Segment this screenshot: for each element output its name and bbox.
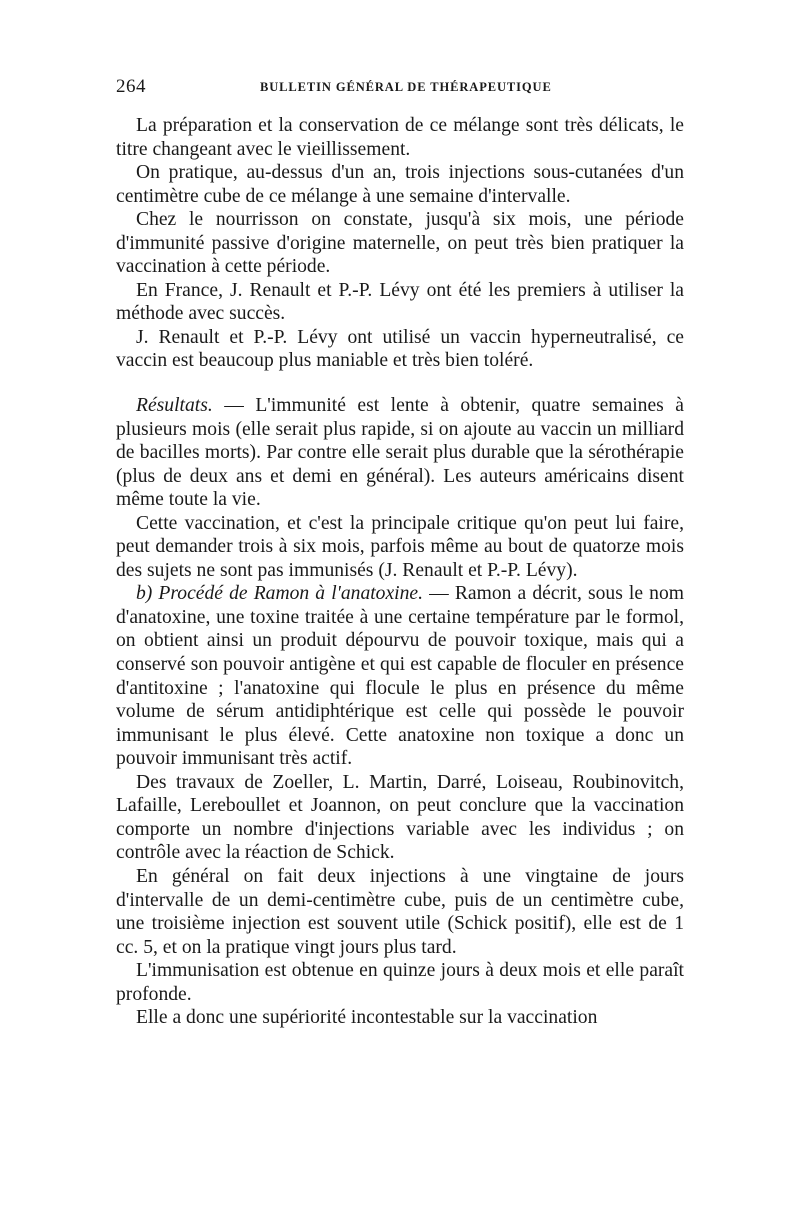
paragraph: Elle a donc une supériorité incontestable sur la vaccination <box>136 1007 598 1029</box>
paragraph: En France, J. Renault et P.-P. Lévy ont été les premiers à utiliser la méthode avec succès. <box>116 279 684 325</box>
paragraph: J. Renault et P.-P. Lévy ont utilisé un vaccin hyperneutralisé, ce vaccin est beaucoup plus maniable et très bien toléré. <box>116 326 684 372</box>
paragraph: L'immunisation est obtenue en quinze jours à deux mois et elle paraît profonde. <box>116 960 684 1005</box>
paragraph: En général on fait deux injections à une vingtaine de jours d'intervalle de un demi-centimètre cube, puis de un centimètre cube, une troisième injection est souvent utile (Schick positif), elle est de 1 cc. 5, et on la pratique vingt jours plus tard. <box>116 865 684 958</box>
section-heading-results: Résultats. <box>136 395 213 417</box>
paragraph: Chez le nourrisson on constate, jusqu'à six mois, une période d'immunité passive d'origine maternelle, on peut très bien pratiquer la vaccination à cette période. <box>116 209 684 278</box>
paragraph-ramon: b) Procédé de Ramon à l'anatoxine. — Ramon a décrit, sous le nom d'anatoxine, une toxine traitée à une certaine température par le formol, on obtient ainsi un produit dépourvu de pouvoir toxique, mais qui a conservé son pouvoir antigène et qui est capable de floculer en présence d'antitoxine ; l'anatoxine qui flocule le plus en présence du même volume de sérum antidiphtérique est celle qui possède le pouvoir immunisant le plus élevé. Cette anatoxine non toxique a donc un pouvoir immunisant très actif. <box>116 583 685 770</box>
journal-title: BULLETIN GÉNÉRAL DE THÉRAPEUTIQUE <box>260 80 552 94</box>
body-text <box>116 114 684 1030</box>
book-page <box>116 72 684 1030</box>
running-head <box>116 72 684 102</box>
paragraph: Des travaux de Zoeller, L. Martin, Darré, Loiseau, Roubinovitch, Lafaille, Lereboullet et Joannon, on peut conclure que la vaccination comporte un nombre d'injections variable avec les individus ; on contrôle avec la réaction de Schick. <box>116 771 684 864</box>
paragraph: On pratique, au-dessus d'un an, trois injections sous-cutanées d'un centimètre cube de ce mélange à une semaine d'intervalle. <box>116 162 684 207</box>
page-number: 264 <box>116 76 146 97</box>
section-heading-ramon: b) Procédé de Ramon à l'anatoxine. <box>136 583 424 605</box>
paragraph: La préparation et la conservation de ce mélange sont très délicats, le titre changeant avec le vieillissement. <box>116 115 684 160</box>
paragraph: Cette vaccination, et c'est la principale critique qu'on peut lui faire, peut demander trois à six mois, parfois même au bout de quatorze mois des sujets ne sont pas immunisés (J. Renault et P.-P. Lévy). <box>116 512 684 581</box>
paragraph-results: Résultats. — L'immunité est lente à obtenir, quatre semaines à plusieurs mois (elle serait plus rapide, si on ajoute au vaccin un milliard de bacilles morts). Par contre elle serait plus durable que la sérothérapie (plus de deux ans et demi en général). Les auteurs américains disent même toute la vie. <box>116 395 684 511</box>
